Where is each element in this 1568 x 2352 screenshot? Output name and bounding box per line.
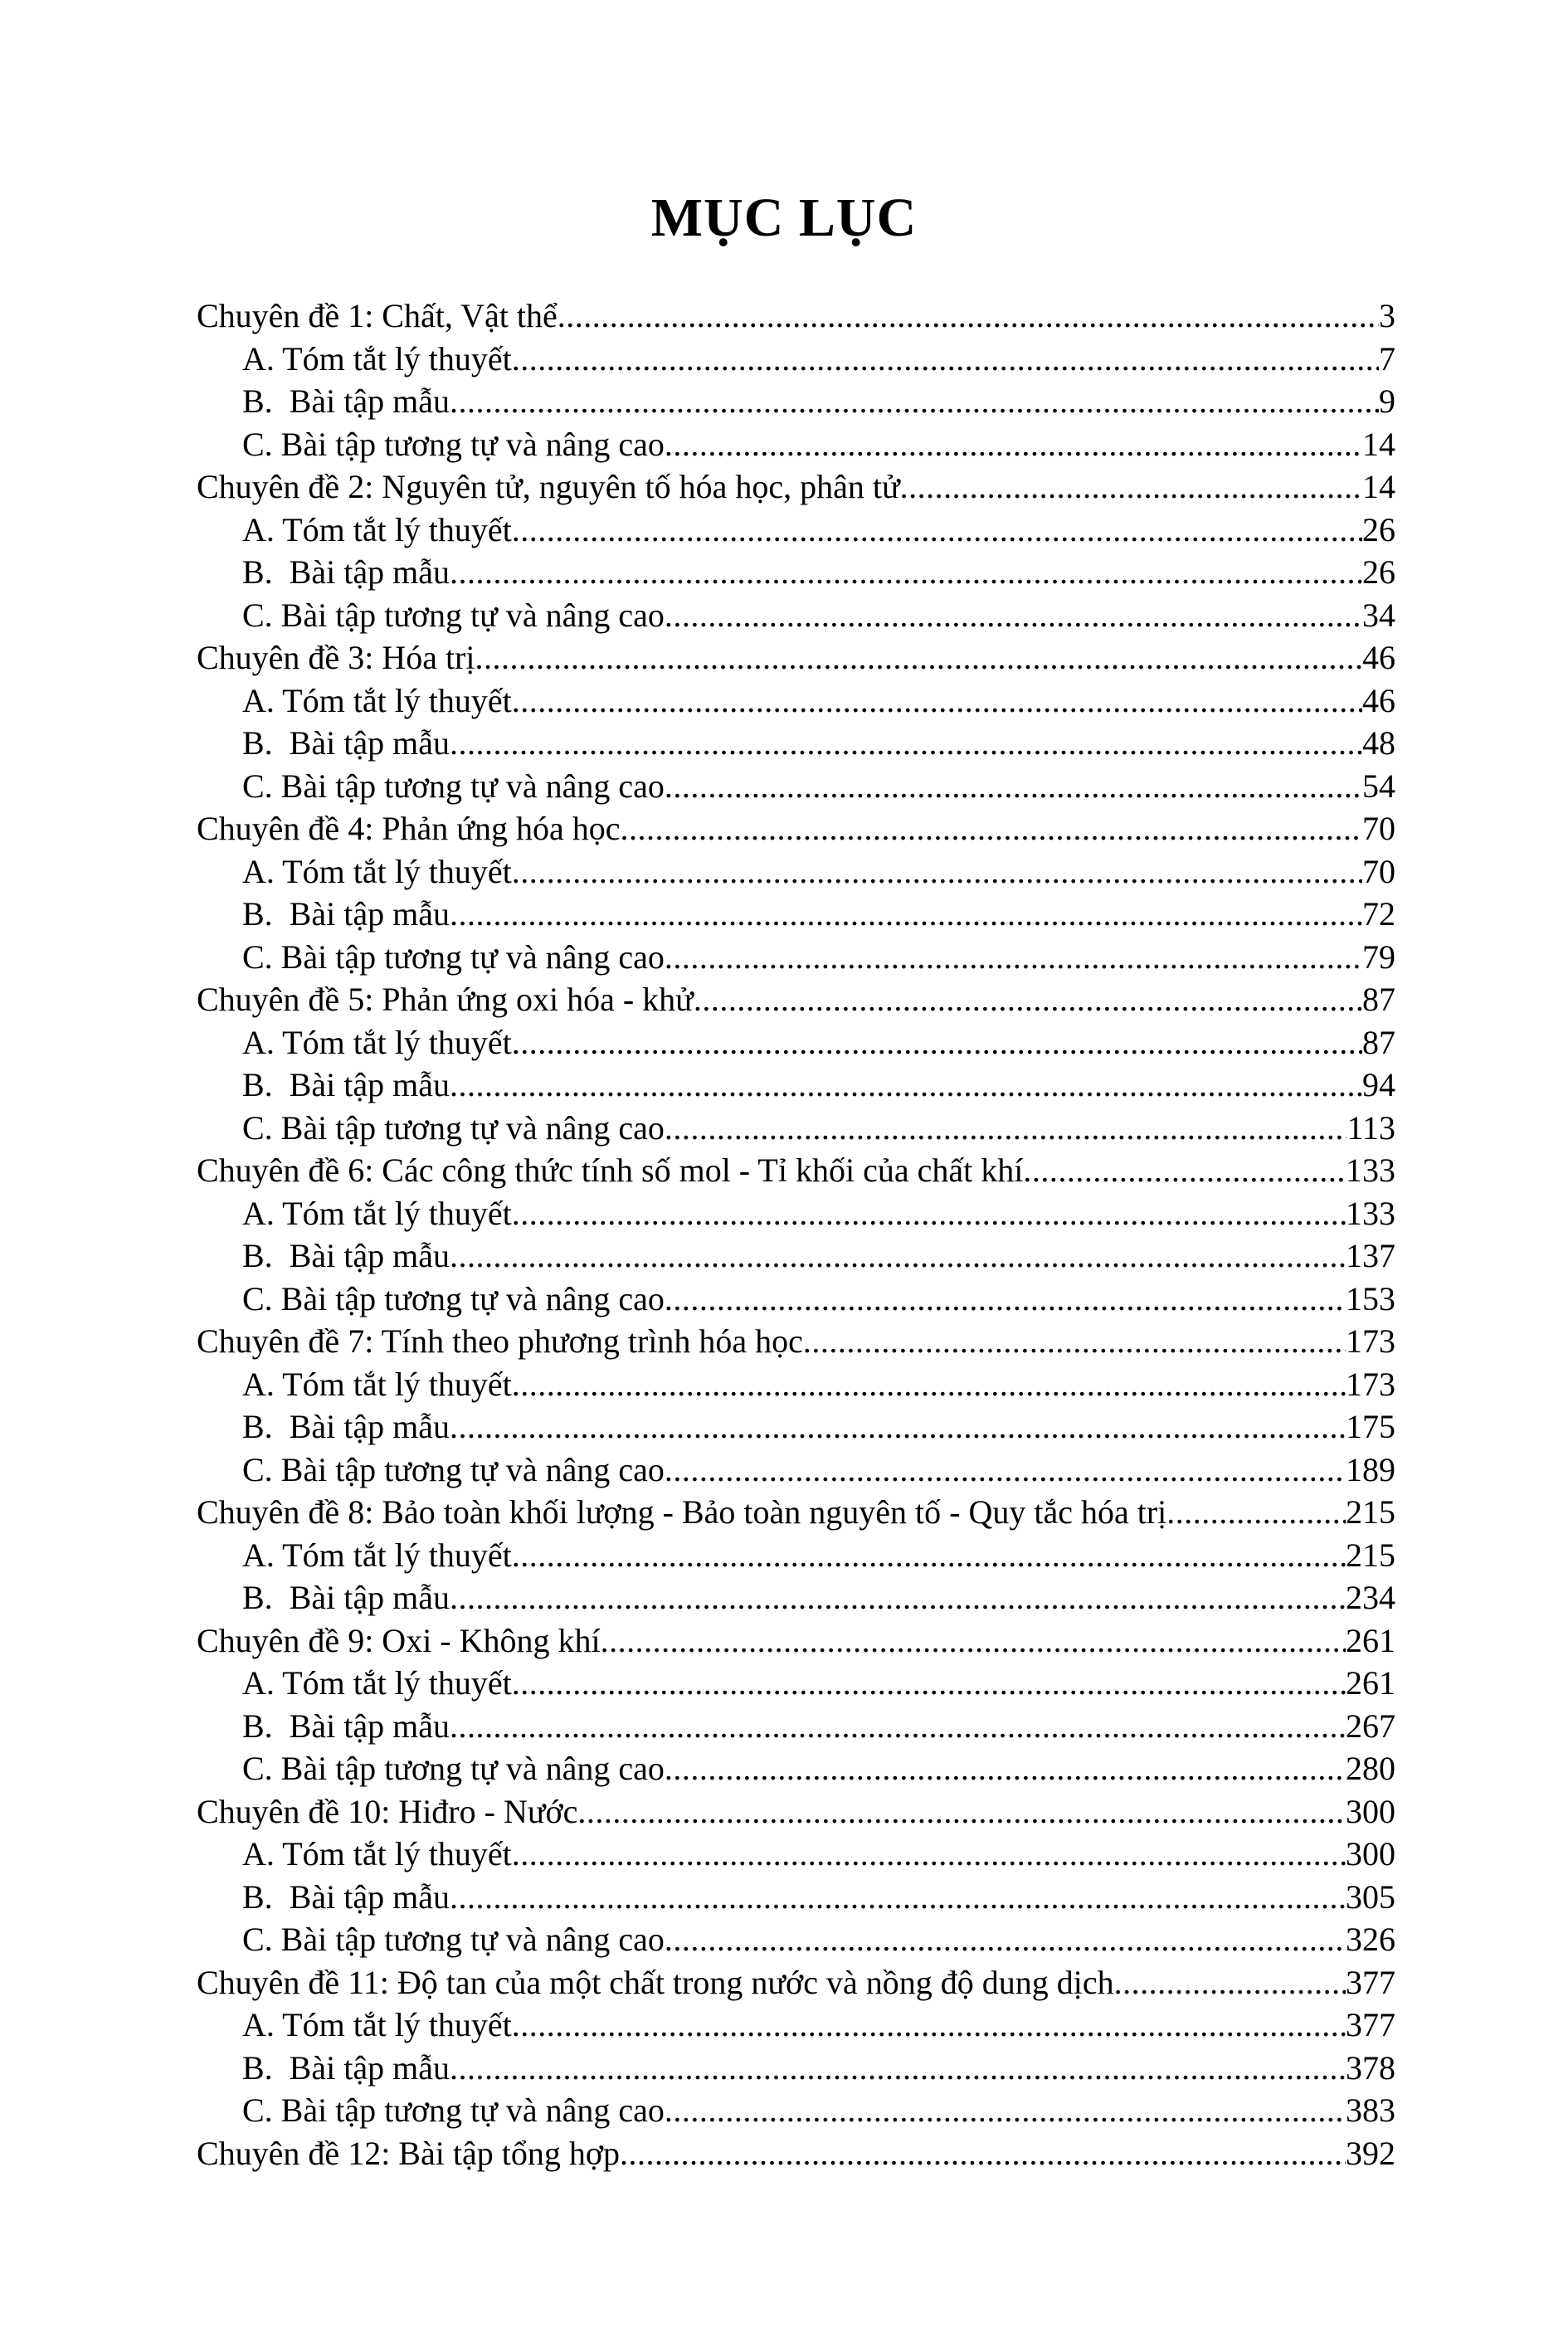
toc-dot-leader: [512, 1833, 1346, 1876]
toc-subsection-entry[interactable]: [197, 1918, 1395, 1961]
table-of-contents: [197, 295, 1395, 2174]
toc-entry-label: Chuyên đề 12: Bài tập tổng hợp: [197, 2134, 620, 2172]
toc-subsection-entry[interactable]: [197, 2047, 1395, 2090]
toc-subsection-entry[interactable]: [197, 936, 1395, 979]
toc-entry-label: C. Bài tập tương tự và nâng cao: [242, 425, 665, 463]
toc-entry-label: C. Bài tập tương tự và nâng cao: [242, 1108, 665, 1147]
toc-page-number: 94: [1362, 1066, 1395, 1103]
toc-page-number: 3: [1379, 297, 1395, 334]
toc-dot-leader: [665, 423, 1362, 466]
toc-dot-leader: [512, 509, 1362, 552]
toc-entry-label: C. Bài tập tương tự và nâng cao: [242, 1750, 665, 1787]
toc-dot-leader: [577, 1790, 1346, 1833]
toc-entry-label: B. Bài tập mẫu: [242, 1408, 450, 1445]
toc-page-number: 34: [1362, 596, 1395, 634]
toc-chapter-entry[interactable]: [197, 978, 1395, 1021]
toc-page-number: 173: [1346, 1365, 1395, 1403]
toc-page-number: 70: [1362, 810, 1395, 847]
toc-page-number: 300: [1346, 1792, 1395, 1830]
toc-dot-leader: [601, 1619, 1346, 1663]
toc-entry-label: B. Bài tập mẫu: [242, 2048, 450, 2087]
toc-dot-leader: [512, 1662, 1346, 1705]
toc-dot-leader: [665, 1747, 1346, 1790]
toc-chapter-entry[interactable]: [197, 1961, 1395, 2004]
toc-entry-label: A. Tóm tắt lý thuyết: [242, 1835, 512, 1872]
toc-subsection-entry[interactable]: [197, 338, 1395, 381]
toc-dot-leader: [512, 1192, 1346, 1235]
toc-entry-label: B. Bài tập mẫu: [242, 724, 450, 762]
toc-chapter-entry[interactable]: [197, 295, 1395, 338]
toc-entry-label: Chuyên đề 9: Oxi - Không khí: [197, 1621, 601, 1659]
toc-dot-leader: [665, 936, 1362, 979]
toc-subsection-entry[interactable]: [197, 679, 1395, 723]
toc-subsection-entry[interactable]: [197, 2004, 1395, 2047]
toc-subsection-entry[interactable]: [197, 594, 1395, 637]
toc-dot-leader: [450, 1405, 1346, 1449]
toc-chapter-entry[interactable]: [197, 465, 1395, 509]
toc-dot-leader: [1114, 1961, 1346, 2004]
toc-page-number: 300: [1346, 1835, 1395, 1872]
toc-page-number: 72: [1362, 895, 1395, 933]
toc-dot-leader: [450, 1876, 1346, 1919]
toc-entry-label: A. Tóm tắt lý thuyết: [242, 1194, 512, 1232]
toc-subsection-entry[interactable]: [197, 1363, 1395, 1406]
toc-chapter-entry[interactable]: [197, 1790, 1395, 1833]
toc-chapter-entry[interactable]: [197, 1320, 1395, 1363]
toc-dot-leader: [512, 2004, 1346, 2047]
toc-dot-leader: [450, 2047, 1346, 2090]
toc-page-number: 234: [1346, 1579, 1395, 1616]
toc-subsection-entry[interactable]: [197, 509, 1395, 552]
toc-dot-leader: [450, 551, 1362, 594]
toc-subsection-entry[interactable]: [197, 1747, 1395, 1790]
toc-entry-label: B. Bài tập mẫu: [242, 553, 450, 591]
toc-entry-label: B. Bài tập mẫu: [242, 1707, 450, 1745]
toc-subsection-entry[interactable]: [197, 1534, 1395, 1577]
toc-page-number: 48: [1362, 724, 1395, 762]
toc-page-number: 133: [1346, 1194, 1395, 1232]
toc-subsection-entry[interactable]: [197, 1234, 1395, 1278]
toc-page-number: 383: [1346, 2091, 1395, 2129]
toc-entry-label: B. Bài tập mẫu: [242, 1066, 450, 1103]
toc-dot-leader: [512, 850, 1362, 894]
toc-page-number: 215: [1346, 1493, 1395, 1531]
toc-entry-label: A. Tóm tắt lý thuyết: [242, 1536, 512, 1574]
toc-page-number: 378: [1346, 2048, 1395, 2087]
toc-entry-label: Chuyên đề 1: Chất, Vật thể: [197, 297, 558, 334]
toc-entry-label: Chuyên đề 6: Các công thức tính số mol - Tỉ khối của chất khí: [197, 1152, 1024, 1189]
toc-page-number: 54: [1362, 767, 1395, 805]
toc-subsection-entry[interactable]: [197, 1107, 1395, 1150]
toc-page-number: 326: [1346, 1921, 1395, 1958]
toc-entry-label: C. Bài tập tương tự và nâng cao: [242, 1279, 665, 1317]
toc-dot-leader: [512, 1021, 1362, 1064]
toc-dot-leader: [450, 1576, 1346, 1619]
toc-subsection-entry[interactable]: [197, 1662, 1395, 1705]
toc-page-number: 14: [1362, 468, 1395, 505]
toc-subsection-entry[interactable]: [197, 1021, 1395, 1064]
toc-entry-label: Chuyên đề 11: Độ tan của một chất trong nước và nồng độ dung dịch: [197, 1963, 1114, 2001]
toc-entry-label: Chuyên đề 10: Hiđro - Nước: [197, 1792, 578, 1830]
toc-page-number: 173: [1346, 1322, 1395, 1360]
page-title: MỤC LỤC: [650, 187, 918, 248]
toc-dot-leader: [803, 1320, 1346, 1363]
toc-entry-label: C. Bài tập tương tự và nâng cao: [242, 1450, 665, 1488]
toc-entry-label: Chuyên đề 2: Nguyên tử, nguyên tố hóa học, phân tử: [197, 468, 900, 505]
toc-subsection-entry[interactable]: [197, 722, 1395, 765]
toc-page-number: 26: [1362, 553, 1395, 591]
toc-dot-leader: [1166, 1491, 1346, 1534]
toc-entry-label: B. Bài tập mẫu: [242, 1237, 450, 1274]
toc-page-number: 14: [1362, 425, 1395, 463]
toc-entry-label: C. Bài tập tương tự và nâng cao: [242, 2091, 665, 2129]
toc-page-number: 175: [1346, 1408, 1395, 1445]
toc-page-number: 377: [1346, 1963, 1395, 2001]
toc-chapter-entry[interactable]: [197, 807, 1395, 850]
toc-chapter-entry[interactable]: [197, 1149, 1395, 1192]
toc-dot-leader: [620, 2132, 1346, 2175]
toc-page-number: 261: [1346, 1621, 1395, 1659]
toc-page-number: 215: [1346, 1536, 1395, 1574]
toc-page-number: 70: [1362, 852, 1395, 890]
toc-subsection-entry[interactable]: [197, 1576, 1395, 1619]
toc-chapter-entry[interactable]: [197, 2132, 1395, 2175]
toc-chapter-entry[interactable]: [197, 1491, 1395, 1534]
toc-dot-leader: [450, 380, 1379, 423]
toc-page-number: 153: [1346, 1279, 1395, 1317]
toc-dot-leader: [450, 722, 1362, 765]
toc-entry-label: Chuyên đề 4: Phản ứng hóa học: [197, 810, 621, 847]
toc-dot-leader: [450, 1064, 1362, 1107]
toc-dot-leader: [694, 978, 1362, 1021]
toc-subsection-entry[interactable]: [197, 1876, 1395, 1919]
toc-entry-label: A. Tóm tắt lý thuyết: [242, 1365, 512, 1403]
toc-subsection-entry[interactable]: [197, 1833, 1395, 1876]
toc-page-number: 261: [1346, 1664, 1395, 1702]
toc-subsection-entry[interactable]: [197, 1449, 1395, 1492]
toc-dot-leader: [512, 679, 1362, 723]
toc-entry-label: A. Tóm tắt lý thuyết: [242, 852, 512, 890]
toc-dot-leader: [665, 594, 1362, 637]
toc-page-number: 392: [1346, 2134, 1395, 2172]
toc-subsection-entry[interactable]: [197, 893, 1395, 936]
toc-entry-label: A. Tóm tắt lý thuyết: [242, 2006, 512, 2043]
toc-entry-label: B. Bài tập mẫu: [242, 382, 450, 420]
toc-subsection-entry[interactable]: [197, 850, 1395, 894]
toc-subsection-entry[interactable]: [197, 551, 1395, 594]
toc-subsection-entry[interactable]: [197, 423, 1395, 466]
toc-page-number: 137: [1346, 1237, 1395, 1274]
toc-page-number: 9: [1379, 382, 1395, 420]
toc-entry-label: C. Bài tập tương tự và nâng cao: [242, 937, 665, 976]
toc-dot-leader: [665, 1918, 1346, 1961]
toc-dot-leader: [558, 295, 1379, 338]
toc-chapter-entry[interactable]: [197, 1619, 1395, 1663]
toc-page-number: 7: [1379, 339, 1395, 377]
toc-dot-leader: [665, 765, 1362, 808]
toc-subsection-entry[interactable]: [197, 1278, 1395, 1321]
toc-dot-leader: [450, 893, 1362, 936]
toc-dot-leader: [621, 807, 1363, 850]
toc-subsection-entry[interactable]: [197, 1705, 1395, 1748]
toc-page-number: 87: [1362, 1023, 1395, 1061]
toc-entry-label: Chuyên đề 3: Hóa trị: [197, 639, 475, 676]
toc-subsection-entry[interactable]: [197, 2089, 1395, 2132]
toc-subsection-entry[interactable]: [197, 380, 1395, 423]
toc-page-number: 26: [1362, 510, 1395, 548]
toc-dot-leader: [475, 636, 1363, 679]
toc-entry-label: A. Tóm tắt lý thuyết: [242, 510, 512, 548]
toc-entry-label: A. Tóm tắt lý thuyết: [242, 1023, 512, 1061]
toc-dot-leader: [665, 1449, 1346, 1492]
toc-subsection-entry[interactable]: [197, 1064, 1395, 1107]
toc-page-number: 133: [1346, 1152, 1395, 1189]
toc-page-number: 87: [1362, 981, 1395, 1018]
toc-entry-label: B. Bài tập mẫu: [242, 1579, 450, 1616]
toc-dot-leader: [512, 1363, 1346, 1406]
toc-entry-label: C. Bài tập tương tự và nâng cao: [242, 1921, 665, 1958]
toc-page-number: 280: [1346, 1750, 1395, 1787]
toc-dot-leader: [665, 1107, 1347, 1150]
toc-entry-label: B. Bài tập mẫu: [242, 895, 450, 933]
toc-page-number: 267: [1346, 1707, 1395, 1745]
toc-page-number: 189: [1346, 1450, 1395, 1488]
toc-dot-leader: [450, 1705, 1346, 1748]
toc-page-number: 305: [1346, 1877, 1395, 1916]
toc-dot-leader: [665, 1278, 1346, 1321]
toc-dot-leader: [665, 2089, 1346, 2132]
toc-subsection-entry[interactable]: [197, 1192, 1395, 1235]
toc-dot-leader: [1023, 1149, 1346, 1192]
toc-chapter-entry[interactable]: [197, 636, 1395, 679]
toc-entry-label: A. Tóm tắt lý thuyết: [242, 339, 512, 377]
toc-dot-leader: [512, 1534, 1346, 1577]
toc-page-number: 79: [1362, 937, 1395, 976]
toc-dot-leader: [900, 465, 1362, 509]
toc-entry-label: B. Bài tập mẫu: [242, 1877, 450, 1916]
toc-dot-leader: [450, 1234, 1346, 1278]
toc-dot-leader: [512, 338, 1379, 381]
toc-entry-label: Chuyên đề 5: Phản ứng oxi hóa - khử: [197, 981, 694, 1018]
toc-entry-label: C. Bài tập tương tự và nâng cao: [242, 767, 665, 805]
toc-page-number: 46: [1362, 639, 1395, 676]
toc-entry-label: A. Tóm tắt lý thuyết: [242, 681, 512, 719]
toc-page-number: 113: [1346, 1108, 1395, 1147]
toc-page-number: 377: [1346, 2006, 1395, 2043]
toc-subsection-entry[interactable]: [197, 1405, 1395, 1449]
toc-subsection-entry[interactable]: [197, 765, 1395, 808]
toc-entry-label: C. Bài tập tương tự và nâng cao: [242, 596, 665, 634]
toc-entry-label: Chuyên đề 7: Tính theo phương trình hóa học: [197, 1322, 803, 1360]
toc-entry-label: Chuyên đề 8: Bảo toàn khối lượng - Bảo toàn nguyên tố - Quy tắc hóa trị: [197, 1493, 1167, 1531]
toc-entry-label: A. Tóm tắt lý thuyết: [242, 1664, 512, 1702]
toc-page-number: 46: [1362, 681, 1395, 719]
